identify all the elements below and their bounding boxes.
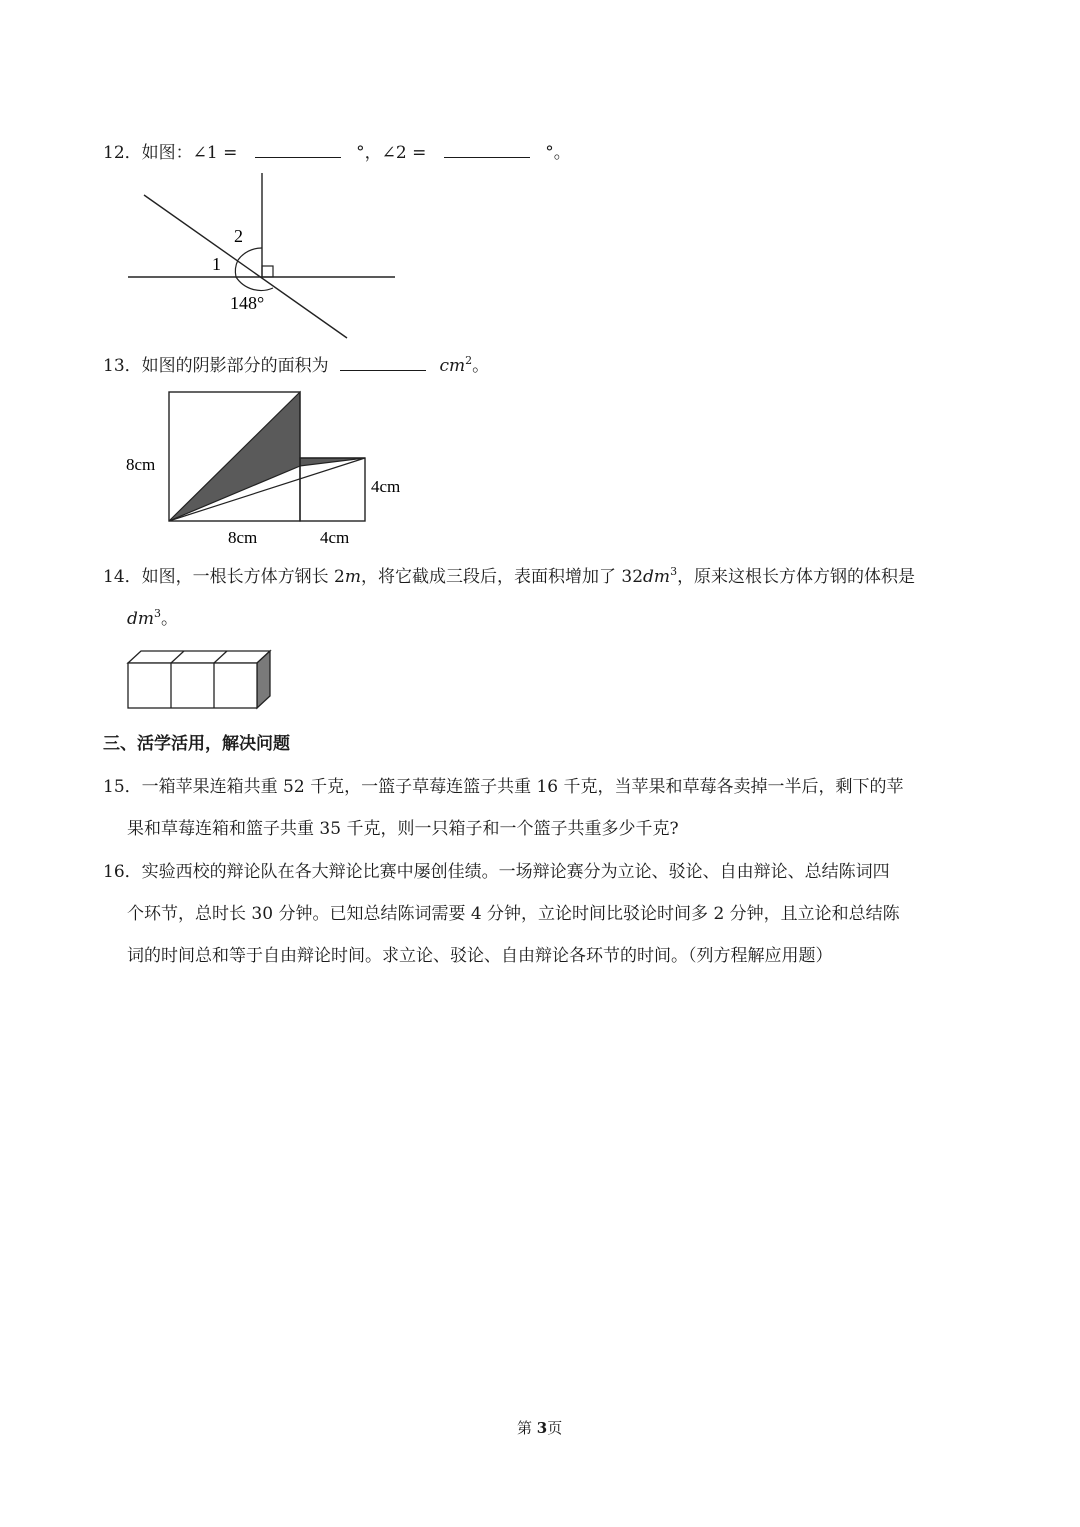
q13-unit-exponent: 2 bbox=[465, 354, 473, 367]
q15-text-line1: 一箱苹果连箱共重 52 千克，一篮子草莓连篮子共重 16 千克，当苹果和草莓各卖掉一半后，剩下的苹 bbox=[141, 777, 904, 797]
q16-text-line3: 词的时间总和等于自由辩论时间。求立论、驳论、自由辩论各环节的时间。（列方程解应用题） bbox=[127, 946, 833, 966]
right-angle-mark bbox=[262, 266, 273, 277]
q12-degree-2: ° bbox=[545, 143, 554, 163]
q12-text: 如图：∠1 = bbox=[141, 143, 238, 163]
q13-question bbox=[103, 352, 489, 378]
angle-label-2: 2 bbox=[234, 226, 243, 246]
q12-blank-angle2[interactable] bbox=[444, 139, 530, 158]
angle-label-148: 148° bbox=[230, 293, 265, 313]
q14-unit-exponent: 3 bbox=[670, 565, 678, 578]
shaded-large-triangle bbox=[169, 392, 300, 521]
q16-question-line2 bbox=[127, 902, 900, 926]
q16-question-line3 bbox=[127, 944, 833, 968]
angle-2-arc bbox=[238, 248, 262, 260]
q14-answer-unit: dm bbox=[127, 609, 155, 629]
q14-text-a: 如图，一根长方体方钢长 2 bbox=[141, 567, 345, 587]
q12-end: 。 bbox=[553, 143, 571, 163]
q12-number: 12． bbox=[103, 143, 142, 163]
cuboid-top-face bbox=[128, 651, 270, 663]
footer-suffix: 页 bbox=[547, 1419, 563, 1437]
q12-question bbox=[103, 139, 571, 165]
angle-148-arc bbox=[236, 277, 273, 290]
q14-text-b: ，将它截成三段后，表面积增加了 32 bbox=[361, 567, 644, 587]
label-4cm-bottom: 4cm bbox=[320, 528, 350, 547]
footer-prefix: 第 bbox=[517, 1419, 537, 1437]
angle-1-arc bbox=[235, 260, 238, 277]
q16-number: 16． bbox=[103, 862, 142, 882]
q13-blank-area[interactable] bbox=[340, 352, 426, 371]
q14-end: 。 bbox=[161, 609, 179, 629]
shaded-small-triangle bbox=[300, 458, 365, 466]
q16-question-line1 bbox=[103, 860, 890, 884]
q14-question-line1 bbox=[103, 565, 915, 589]
page-footer bbox=[517, 1417, 562, 1438]
label-8cm-left: 8cm bbox=[126, 455, 156, 474]
q15-number: 15． bbox=[103, 777, 142, 797]
q13-end: 。 bbox=[472, 356, 490, 376]
angle-label-1: 1 bbox=[212, 254, 221, 274]
q14-cuboid-figure bbox=[125, 648, 275, 712]
label-8cm-bottom: 8cm bbox=[228, 528, 258, 547]
q12-blank-angle1[interactable] bbox=[255, 139, 341, 158]
q13-number: 13． bbox=[103, 356, 142, 376]
q15-question-line1 bbox=[103, 775, 904, 799]
q16-text-line1: 实验西校的辩论队在各大辩论比赛中屡创佳绩。一场辩论赛分为立论、驳论、自由辩论、总结陈词四 bbox=[141, 862, 890, 882]
q14-unit-dm: dm bbox=[643, 567, 671, 587]
q13-unit: cm bbox=[439, 356, 466, 376]
q15-question-line2 bbox=[127, 817, 679, 841]
q14-unit-m: m bbox=[344, 567, 361, 587]
q12-degree-1: ° bbox=[356, 143, 365, 163]
label-4cm-right: 4cm bbox=[371, 477, 401, 496]
q12-separator: ，∠2 = bbox=[364, 143, 427, 163]
small-square bbox=[300, 458, 365, 521]
cuboid-front-face bbox=[128, 663, 257, 708]
q14-question-line2 bbox=[127, 607, 178, 631]
q14-text-c: ，原来这根长方体方钢的体积是 bbox=[677, 567, 916, 587]
q14-number: 14． bbox=[103, 567, 142, 587]
q15-text-line2: 果和草莓连箱和篮子共重 35 千克，则一只箱子和一个篮子共重多少千克? bbox=[127, 819, 679, 839]
q12-angle-figure bbox=[120, 170, 410, 345]
q14-answer-exponent: 3 bbox=[154, 607, 162, 620]
q13-text: 如图的阴影部分的面积为 bbox=[141, 356, 329, 376]
section-3-title: 三、活学活用，解决问题 bbox=[103, 734, 290, 754]
q16-text-line2: 个环节，总时长 30 分钟。已知总结陈词需要 4 分钟，立论时间比驳论时间多 2 分钟，且立论和总结陈 bbox=[127, 904, 900, 924]
q13-shaded-figure bbox=[120, 388, 420, 553]
diagonal-line bbox=[144, 195, 347, 338]
page-number: 3 bbox=[536, 1419, 548, 1437]
